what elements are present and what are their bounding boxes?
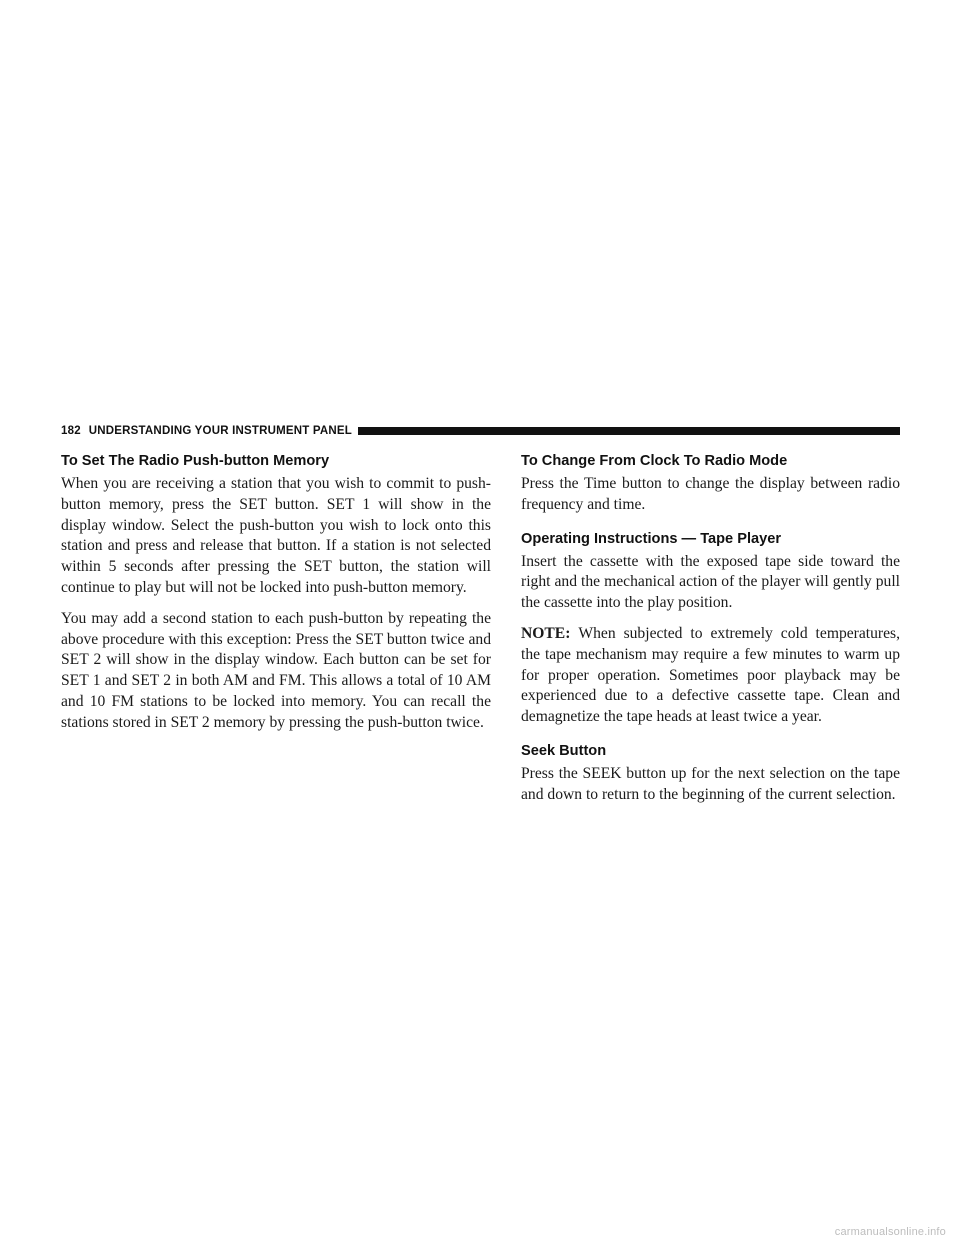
page-header xyxy=(61,422,900,440)
watermark-text: carmanualsonline.info xyxy=(834,1226,946,1238)
paragraph-clock-to-radio: Press the Time button to change the display between radio frequency and time. xyxy=(521,475,900,513)
section-title: UNDERSTANDING YOUR INSTRUMENT PANEL xyxy=(88,425,352,437)
heading-clock-to-radio: To Change From Clock To Radio Mode xyxy=(521,453,788,469)
paragraph-seek-button: Press the SEEK button up for the next selection on the tape and down to return to the beginning of the current selection. xyxy=(521,764,900,803)
page-number: 182 xyxy=(61,425,81,437)
note-label: NOTE: xyxy=(521,624,571,642)
paragraph-tape-player: Insert the cassette with the exposed tape side toward the right and the mechanical action of the player will gently pull the cassette into the play position. xyxy=(521,552,900,612)
note-text: When subjected to extremely cold temperatures, the tape mechanism may require a few minutes to warm up for proper operation. Sometimes poor playback may be experienced due to a defective cassette tape. Clean and demagnetize the tape heads at least twice a year. xyxy=(521,624,900,726)
left-column xyxy=(61,452,491,744)
heading-push-button-memory: To Set The Radio Push-button Memory xyxy=(61,453,330,469)
paragraph-second-station: You may add a second station to each push-button by repeating the above procedure with this exception: Press the SET button twice and SET 2 will show in the display window. Each button can be set for SET 1 and SET 2 in both AM and FM. This allows a total of 10 AM and 10 FM stations to be locked into memory. You can recall the stations stored in SET 2 memory by pressing the push-button twice. xyxy=(61,609,491,731)
heading-tape-player: Operating Instructions — Tape Player xyxy=(521,530,782,547)
right-column xyxy=(521,452,900,816)
heading-seek-button: Seek Button xyxy=(521,742,607,759)
paragraph-set-memory: When you are receiving a station that you wish to commit to push-button memory, press the SET button. SET 1 will show in the display window. Select the push-button you wish to lock onto this station and press and release that button. If a station is not selected within 5 seconds after pressing the SET button, the station will continue to play but will not be locked into push-button memory. xyxy=(61,475,491,596)
header-rule xyxy=(358,427,900,435)
note-paragraph xyxy=(521,624,900,728)
